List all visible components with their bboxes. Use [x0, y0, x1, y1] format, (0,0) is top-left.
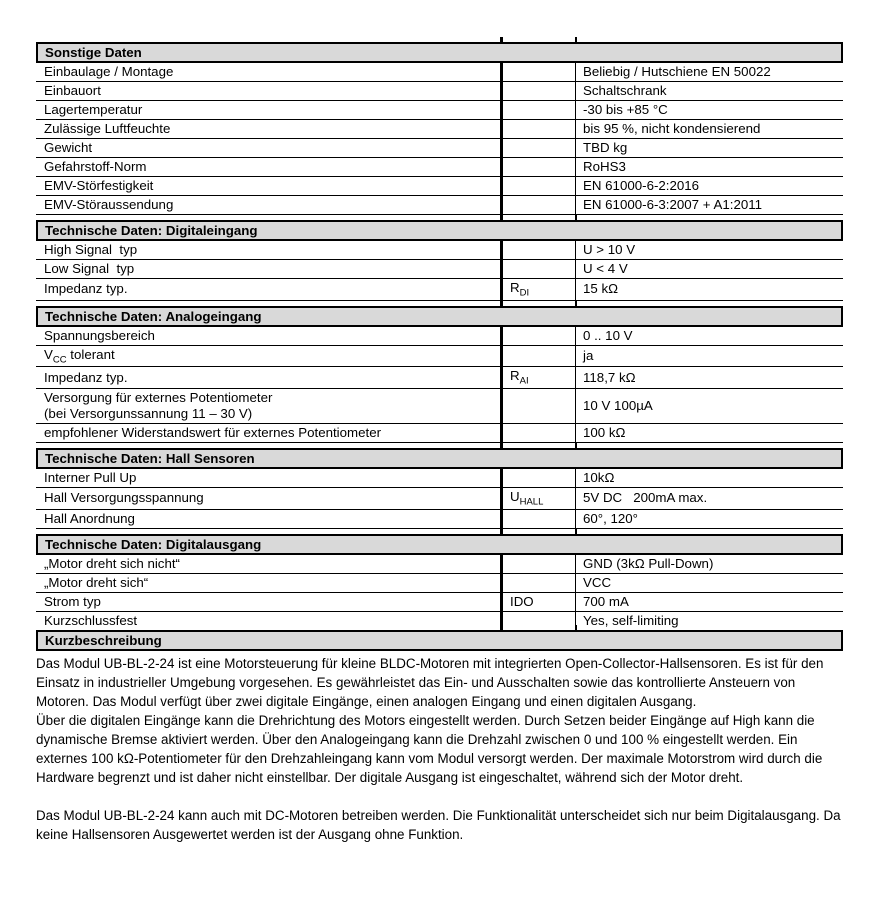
column-line-artifact: [36, 625, 843, 630]
spec-parameter: Hall Anordnung: [44, 510, 135, 526]
spec-value: RoHS3: [583, 159, 626, 174]
spec-parameter: EMV-Störaussendung: [44, 197, 174, 212]
spec-value: Schaltschrank: [583, 83, 667, 98]
spec-value: Beliebig / Hutschiene EN 50022: [583, 64, 771, 79]
spec-value: ja: [583, 347, 594, 363]
spec-row: [36, 158, 843, 177]
spec-row: [36, 196, 843, 215]
spec-value: EN 61000-6-3:2007 + A1:2011: [583, 197, 763, 212]
spec-value: 60°, 120°: [583, 510, 638, 526]
spec-row: [36, 510, 843, 529]
spec-parameter: Lagertemperatur: [44, 102, 143, 117]
spec-row: [36, 424, 843, 443]
column-divider-tick: [500, 529, 503, 534]
column-divider-tick: [575, 37, 577, 42]
spec-symbol: [500, 389, 576, 423]
spec-row: [36, 555, 843, 574]
spec-row: [36, 279, 843, 301]
section-header: Technische Daten: Analogeingang: [36, 306, 843, 327]
spec-row: [36, 389, 843, 424]
column-divider-tick: [500, 443, 503, 448]
spec-symbol: [500, 327, 576, 345]
spec-parameter: Einbaulage / Montage: [44, 64, 174, 79]
spec-value: 10 V 100µA: [583, 397, 653, 413]
spec-value: 10kΩ: [583, 469, 615, 485]
spec-row: [36, 488, 843, 510]
spec-symbol: [500, 346, 576, 367]
spec-parameter: Spannungsbereich: [44, 327, 155, 343]
spec-symbol: $R_{DI}$: [500, 279, 576, 300]
spec-value: 100 kΩ: [583, 424, 626, 440]
spec-parameter: Kurzschlussfest: [44, 612, 138, 628]
spec-symbol: [500, 101, 576, 119]
spec-symbol: [500, 424, 576, 442]
spec-value: -30 bis +85 °C: [583, 102, 668, 117]
spec-symbol: [500, 241, 576, 259]
spec-value: U < 4 V: [583, 261, 628, 276]
column-line-artifact: [36, 215, 843, 220]
spec-symbol: $R_{AI}$: [500, 367, 576, 388]
section-header: Technische Daten: Hall Sensoren: [36, 448, 843, 469]
column-line-artifact: [36, 529, 843, 534]
column-divider-tick: [575, 443, 577, 448]
spec-symbol: [500, 510, 576, 528]
spec-value: EN 61000-6-2:2016: [583, 178, 700, 193]
spec-symbol: [500, 177, 576, 195]
spec-row: [36, 593, 843, 612]
spec-row: [36, 177, 843, 196]
description-paragraph: Das Modul UB-BL-2-24 kann auch mit DC-Motoren betreiben werden. Die Funktionalität unterscheidet sich nur beim Digitalausgang. Da keine Hallsensoren Ausgewertet werden ist der Ausgang ohne Funktion.: [36, 808, 841, 842]
spec-symbol: [500, 82, 576, 100]
spec-value: 5V DC 200mA max.: [583, 490, 708, 506]
spec-symbol: [500, 469, 576, 487]
spec-parameter: „Motor dreht sich nicht“: [44, 555, 180, 571]
spec-value: 700 mA: [583, 593, 629, 609]
spec-value: 118,7 kΩ: [583, 369, 636, 385]
spec-symbol: IDO: [500, 593, 576, 611]
column-line-artifact: [36, 301, 843, 306]
spec-table: [36, 37, 843, 631]
column-divider-tick: [575, 625, 577, 630]
column-divider-tick: [500, 37, 503, 42]
spec-value: GND (3kΩ Pull-Down): [583, 555, 714, 571]
spec-symbol: $U_{HALL}$: [500, 488, 576, 509]
spec-parameter: Gefahrstoff-Norm: [44, 159, 147, 174]
spec-row: [36, 346, 843, 368]
spec-parameter: High Signal typ: [44, 242, 138, 257]
spec-parameter: Impedanz typ.: [44, 369, 128, 385]
spec-parameter: „Motor dreht sich“: [44, 574, 149, 590]
spec-value: bis 95 %, nicht kondensierend: [583, 121, 761, 136]
spec-row: [36, 260, 843, 279]
spec-symbol: [500, 120, 576, 138]
spec-symbol: [500, 196, 576, 214]
spec-symbol: [500, 158, 576, 176]
spec-value: U > 10 V: [583, 242, 636, 257]
spec-symbol: [500, 260, 576, 278]
spec-value: 0 .. 10 V: [583, 327, 633, 343]
spec-row: [36, 63, 843, 82]
spec-parameter: Hall Versorgungsspannung: [44, 490, 204, 506]
spec-value: VCC: [583, 574, 612, 590]
spec-parameter: Impedanz typ.: [44, 281, 128, 297]
spec-parameter: Versorgung für externes Potentiometer (bei Versorgunssannung 11 – 30 V): [44, 389, 273, 421]
column-divider-tick: [575, 301, 577, 306]
spec-row: [36, 241, 843, 260]
spec-parameter: empfohlener Widerstandswert für externes Potentiometer: [44, 424, 382, 440]
column-divider-tick: [500, 625, 503, 630]
column-divider-tick: [575, 529, 577, 534]
spec-symbol: [500, 63, 576, 81]
spec-value: 15 kΩ: [583, 281, 619, 297]
spec-parameter: Einbauort: [44, 83, 101, 98]
spec-parameter: EMV-Störfestigkeit: [44, 178, 154, 193]
spec-symbol: [500, 555, 576, 573]
column-divider-tick: [575, 215, 577, 220]
section-header: Technische Daten: Digitalausgang: [36, 534, 843, 555]
spec-row: [36, 367, 843, 389]
spec-parameter: Gewicht: [44, 140, 93, 155]
spec-row: [36, 120, 843, 139]
description-paragraph: Das Modul UB-BL-2-24 ist eine Motorsteuerung für kleine BLDC-Motoren mit integrierten Open-Collector-Hallsensoren. Es ist für den Einsatz in industrieller Umgebung vorgesehen. Es gewährleistet das Ein- und Ausschalten sowie das kontrollierte Ansteuern von Motoren. Das Modul verfügt über zwei digitale Eingänge, einen analogen Eingang und einen digitalen Ausgang.: [36, 656, 824, 709]
spec-parameter: Low Signal typ: [44, 261, 135, 276]
spec-parameter: $V_{CC}$ tolerant: [44, 346, 115, 366]
spec-parameter: Strom typ: [44, 593, 101, 609]
column-divider-tick: [500, 301, 503, 306]
description-section: [36, 625, 843, 844]
section-header: Sonstige Daten: [36, 42, 843, 63]
spec-symbol: [500, 139, 576, 157]
description-header: Kurzbeschreibung: [36, 630, 843, 651]
spec-row: [36, 139, 843, 158]
column-line-artifact: [36, 37, 843, 42]
spec-symbol: [500, 574, 576, 592]
section-header: Technische Daten: Digitaleingang: [36, 220, 843, 241]
spec-row: [36, 82, 843, 101]
description-body: [36, 651, 843, 844]
spec-value: Yes, self-limiting: [583, 612, 679, 628]
spec-value: TBD kg: [583, 140, 628, 155]
spec-row: [36, 327, 843, 346]
spec-row: [36, 469, 843, 488]
description-paragraph: Über die digitalen Eingänge kann die Drehrichtung des Motors eingestellt werden. Durch Setzen beider Eingänge auf High kann die dynamische Bremse aktiviert werden. Über den Analogeingang kann die Drehzahl zwischen 0 und 100 % eingestellt werden. Ein externes 100 kΩ-Potentiometer für den Drehzahleingang kann vom Modul versorgt werden. Der maximale Motorstrom wird durch die Hardware begrenzt und ist daher nicht einstellbar. Der digitale Ausgang ist eingeschaltet, während sich der Motor dreht.: [36, 713, 823, 785]
spec-row: [36, 574, 843, 593]
spec-row: [36, 101, 843, 120]
column-divider-tick: [500, 215, 503, 220]
spec-parameter: Zulässige Luftfeuchte: [44, 121, 171, 136]
spec-parameter: Interner Pull Up: [44, 469, 137, 485]
column-line-artifact: [36, 443, 843, 448]
